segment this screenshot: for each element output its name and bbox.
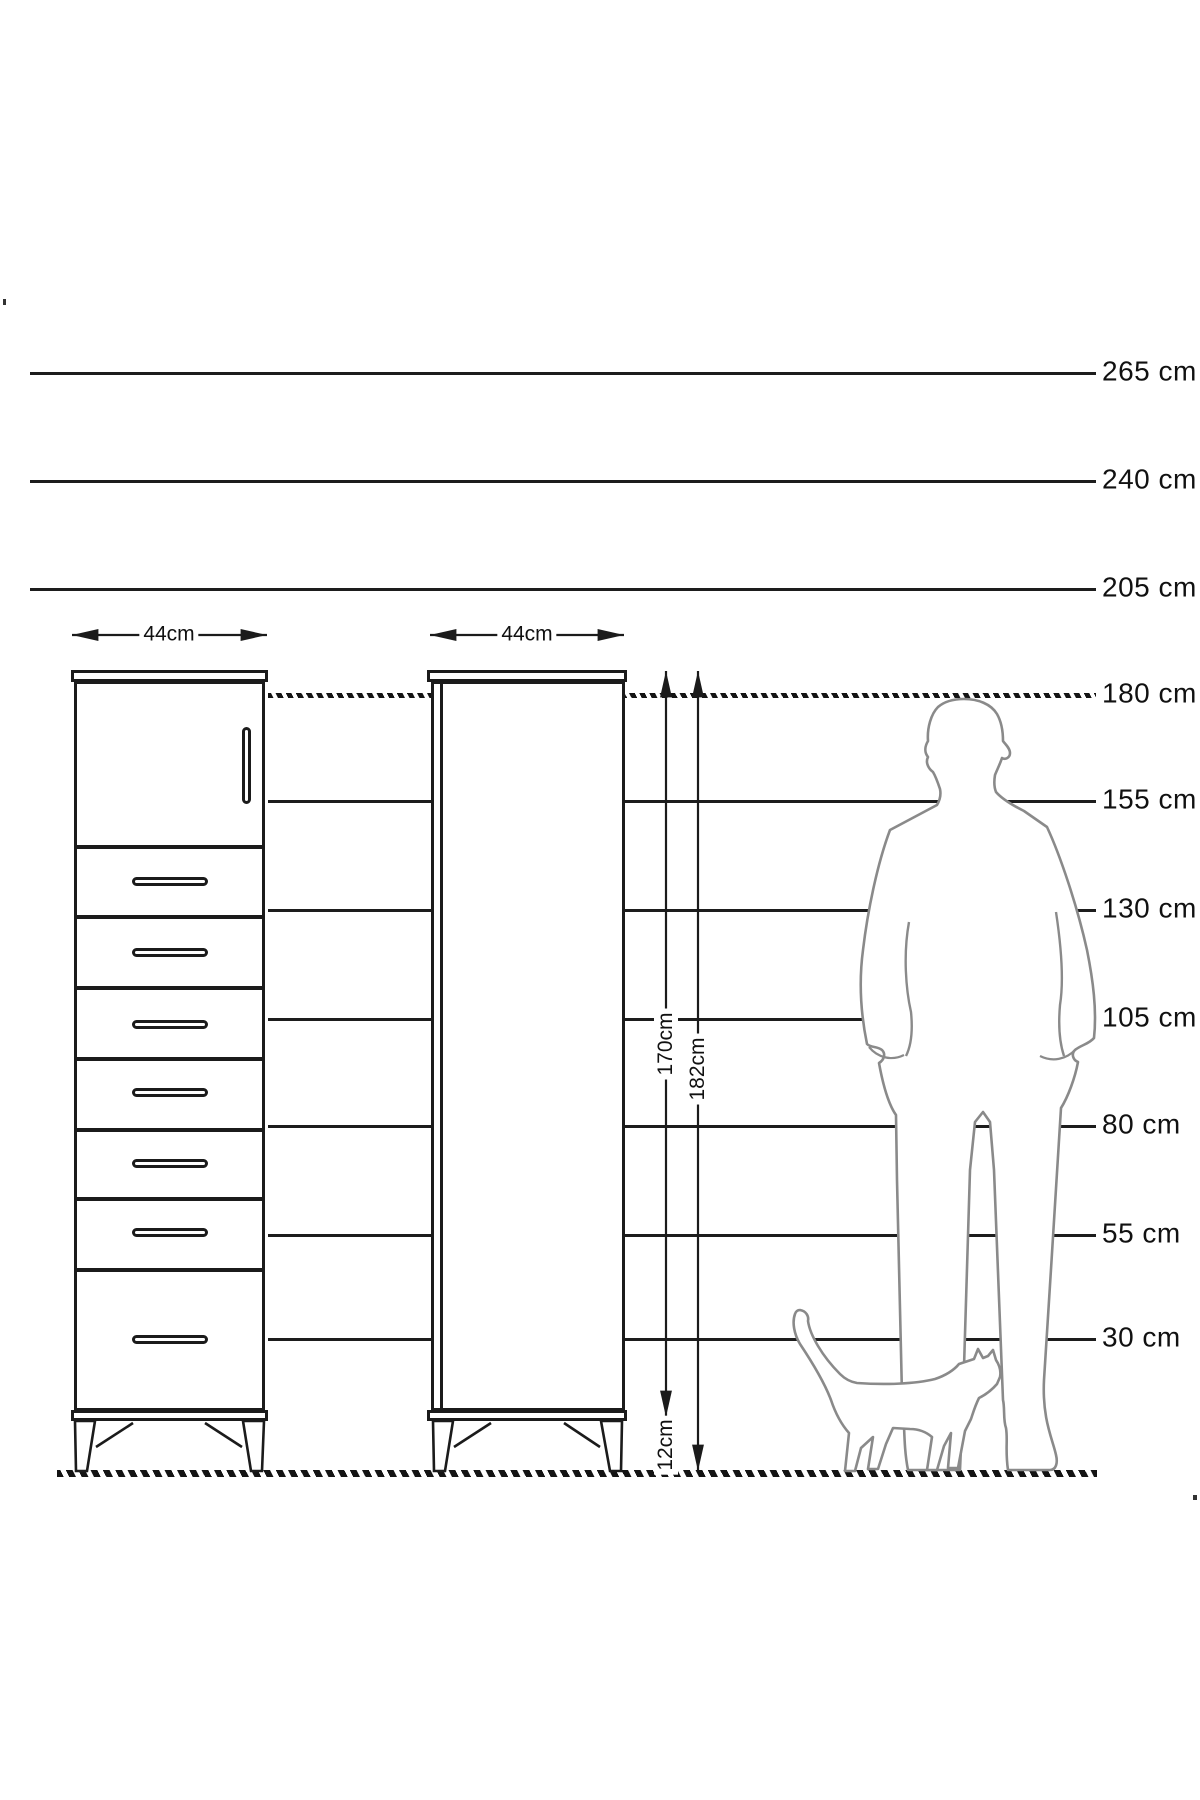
dim-label-total-height: 182cm <box>686 1033 710 1104</box>
cabinet1-door-divider <box>77 845 264 849</box>
cabinet1-drawer-handle <box>132 877 208 886</box>
cabinet1-bottom-board <box>71 1410 268 1421</box>
cabinet1-drawer-divider <box>77 915 264 919</box>
cabinet2-bottom-board <box>427 1410 627 1421</box>
ruler-label-130: 130 cm <box>1102 892 1197 924</box>
cabinet1-drawer-divider <box>77 1057 264 1061</box>
ruler-label-105: 105 cm <box>1102 1001 1197 1033</box>
dim-label-cabinet2-width: 44cm <box>497 623 556 647</box>
cabinet1-drawer-divider <box>77 1197 264 1201</box>
cabinet1-drawer-handle <box>132 1228 208 1237</box>
cabinet1-drawer-handle <box>132 948 208 957</box>
ruler-label-180: 180 cm <box>1102 677 1197 709</box>
cabinet1-body <box>74 681 265 1411</box>
ruler-label-30: 30 cm <box>1102 1321 1181 1353</box>
cabinet1-drawer-divider <box>77 1128 264 1132</box>
ruler-label-205: 205 cm <box>1102 571 1197 603</box>
cat-silhouette <box>794 1310 1001 1471</box>
ruler-label-80: 80 cm <box>1102 1108 1181 1140</box>
cabinet1-drawer-handle <box>132 1159 208 1168</box>
cabinet1-drawer-handle <box>132 1335 208 1344</box>
cabinet1-legs <box>75 1421 264 1471</box>
ruler-label-265: 265 cm <box>1102 355 1197 387</box>
dim-label-leg-height: 12cm <box>654 1415 678 1474</box>
ruler-label-155: 155 cm <box>1102 783 1197 815</box>
cabinet1-door-handle <box>242 727 251 804</box>
dim-label-cabinet1-width: 44cm <box>139 623 198 647</box>
cabinet1-drawer-handle <box>132 1088 208 1097</box>
ruler-label-55: 55 cm <box>1102 1217 1181 1249</box>
cabinet2-body <box>431 681 625 1411</box>
ruler-label-240: 240 cm <box>1102 463 1197 495</box>
cabinet1-drawer-divider <box>77 986 264 990</box>
cabinet2-door-edge <box>440 684 443 1409</box>
dim-label-body-height: 170cm <box>654 1008 678 1079</box>
cabinet1-drawer-divider <box>77 1268 264 1272</box>
cabinet1-drawer-handle <box>132 1020 208 1029</box>
cabinet2-legs <box>433 1421 622 1471</box>
